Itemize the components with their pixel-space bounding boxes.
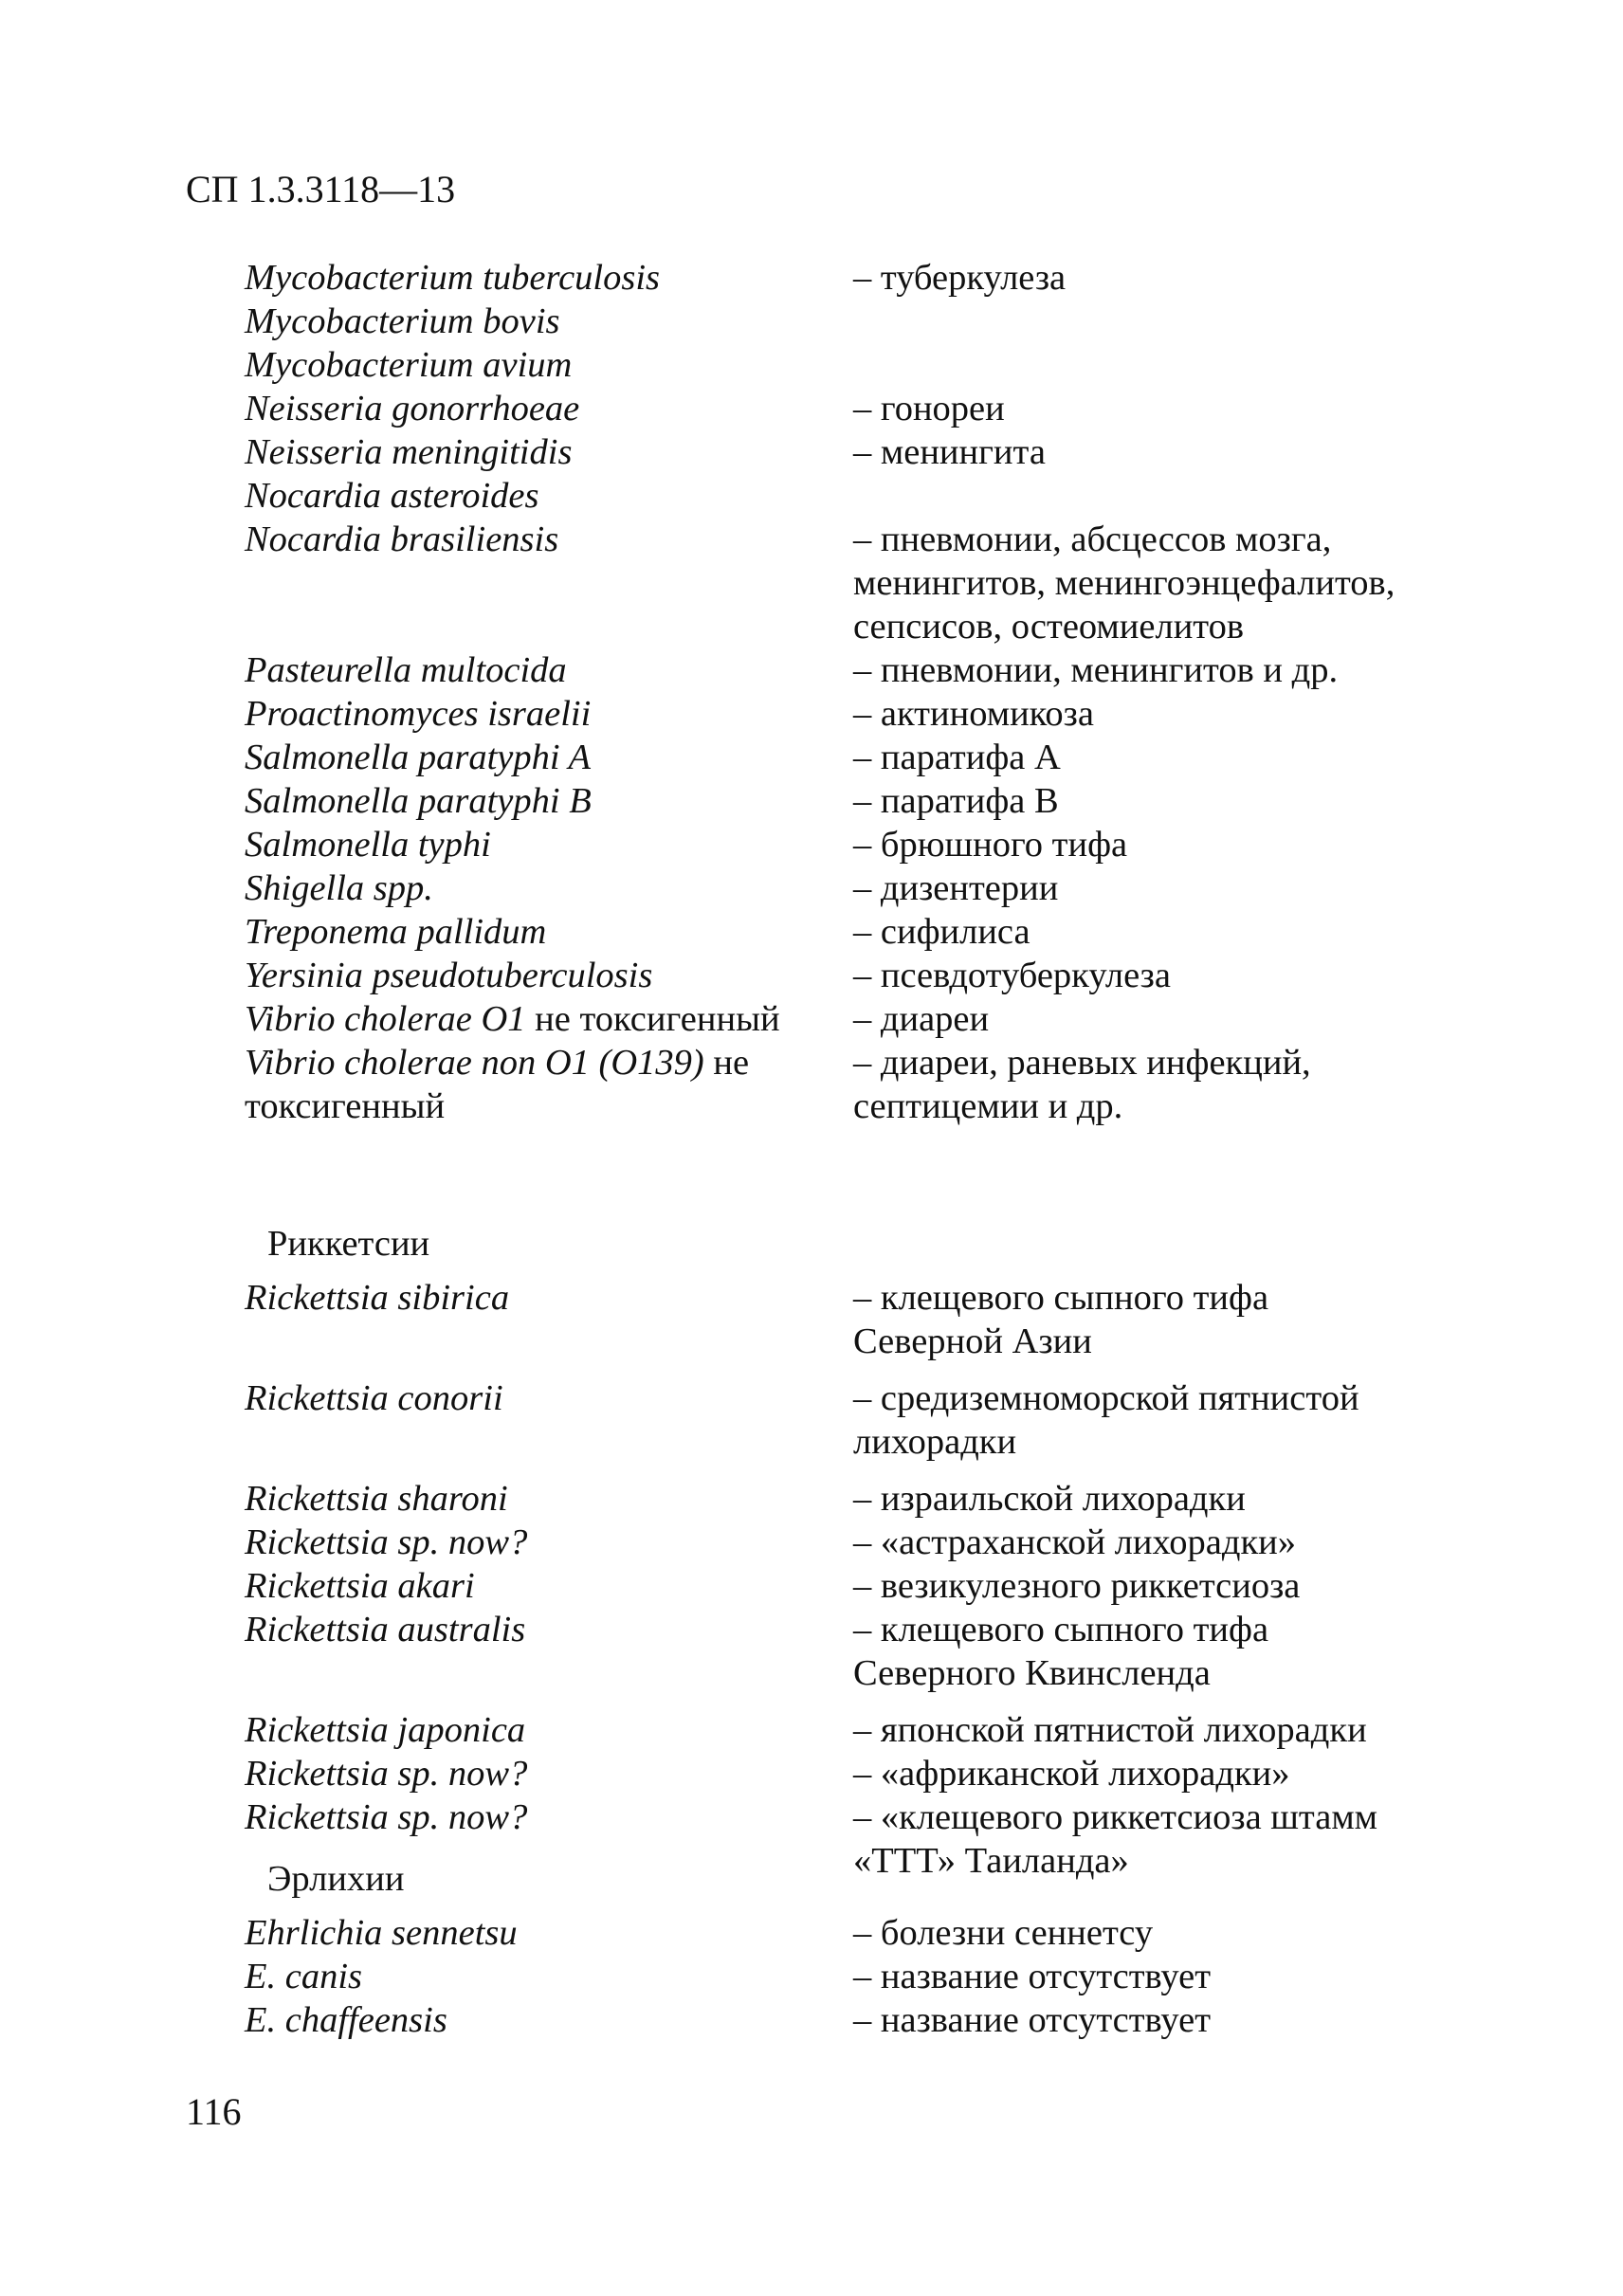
organism-cell <box>0 1608 853 1651</box>
organism-name-line <box>245 910 851 954</box>
list-item <box>0 1608 1623 1695</box>
disease-cell <box>853 866 1536 910</box>
disease-line: сепсисов, остеомиелитов <box>853 607 1245 647</box>
organism-name-line <box>245 1708 851 1752</box>
organism-name-line <box>245 518 851 561</box>
disease-cell <box>853 518 1536 648</box>
organism-name <box>245 387 851 430</box>
organism-cell <box>0 866 853 910</box>
disease-line: септицемии и др. <box>853 1086 1123 1126</box>
disease-line: Северной Азии <box>853 1321 1092 1361</box>
row-spacer <box>0 1363 1623 1376</box>
list-item <box>0 648 1623 692</box>
latin-name: Neisseria meningitidis <box>245 432 573 472</box>
organism-name-line <box>245 474 851 518</box>
organism-name <box>245 1911 851 1955</box>
organism-cell <box>0 1708 853 1752</box>
list-item <box>0 256 1623 387</box>
page-number: 116 <box>186 2090 242 2133</box>
latin-name: Nocardia asteroides <box>245 476 539 516</box>
latin-name: Mycobacterium tuberculosis <box>245 258 661 298</box>
bacteria-list <box>0 256 1623 1141</box>
name-suffix: не токсигенный <box>525 999 780 1039</box>
list-item <box>0 692 1623 736</box>
list-item <box>0 823 1623 866</box>
organism-name-line <box>245 300 851 343</box>
organism-cell <box>0 1276 853 1320</box>
disease-line: – менингита <box>853 432 1046 472</box>
latin-name: Vibrio cholerae O1 <box>245 999 526 1039</box>
disease-line: – туберкулеза <box>853 258 1067 298</box>
latin-name: Proactinomyces israelii <box>245 694 592 734</box>
disease-cell <box>853 1376 1536 1464</box>
disease-line: «ТТТ» Таиланда» <box>853 1841 1129 1881</box>
disease-cell <box>853 648 1536 692</box>
disease-line: – название отсутствует <box>853 1957 1212 1996</box>
disease-cell <box>853 954 1536 997</box>
disease-cell <box>853 1955 1536 1998</box>
disease-line: – «клещевого риккетсиоза штамм <box>853 1797 1378 1837</box>
organism-name-line <box>245 648 851 692</box>
organism-name-line <box>245 997 851 1041</box>
organism-cell <box>0 1998 853 2042</box>
latin-name: Salmonella typhi <box>245 825 491 865</box>
organism-cell <box>0 779 853 823</box>
disease-cell <box>853 256 1536 300</box>
disease-cell <box>853 1477 1536 1521</box>
latin-name: Shigella spp. <box>245 868 433 908</box>
organism-name <box>245 692 851 736</box>
list-item <box>0 1708 1623 1752</box>
disease-line: – дизентерии <box>853 868 1059 908</box>
latin-name: Rickettsia sp. now? <box>245 1797 528 1837</box>
disease-line: – клещевого сыпного тифа <box>853 1610 1269 1649</box>
ehrlichiae-section <box>0 1860 1623 2042</box>
disease-line: – паратифа В <box>853 781 1059 821</box>
organism-name <box>245 1752 851 1795</box>
organism-cell <box>0 648 853 692</box>
disease-cell <box>853 1708 1536 1752</box>
organism-name-line <box>245 954 851 997</box>
disease-line: – израильской лихорадки <box>853 1479 1246 1519</box>
organism-name <box>245 1795 851 1839</box>
organism-name <box>245 1998 851 2042</box>
list-item <box>0 1276 1623 1363</box>
list-item <box>0 387 1623 430</box>
organism-name <box>245 1376 851 1420</box>
organism-name-line <box>245 1955 851 1998</box>
disease-line: – везикулезного риккетсиоза <box>853 1566 1301 1606</box>
latin-name: E. chaffeensis <box>245 2000 447 2040</box>
organism-name <box>245 1276 851 1320</box>
disease-cell <box>853 736 1536 779</box>
organism-name <box>245 866 851 910</box>
disease-line: – название отсутствует <box>853 2000 1212 2040</box>
list-item <box>0 1477 1623 1521</box>
organism-name <box>245 648 851 692</box>
disease-cell <box>853 1564 1536 1608</box>
latin-name: Vibrio cholerae non O1 (O139) <box>245 1043 704 1083</box>
list-item <box>0 736 1623 779</box>
organism-name <box>245 910 851 954</box>
disease-line: – диареи, раневых инфекций, <box>853 1043 1311 1083</box>
latin-name: Ehrlichia sennetsu <box>245 1913 518 1953</box>
organism-cell <box>0 823 853 866</box>
organism-cell <box>0 430 853 474</box>
section-title-rickettsiae: Риккетсии <box>267 1224 430 1264</box>
organism-name-line <box>245 430 851 474</box>
organism-name-line <box>245 866 851 910</box>
name-suffix: не токсигенный <box>245 1043 750 1126</box>
list-item <box>0 997 1623 1041</box>
disease-line: лихорадки <box>853 1422 1017 1462</box>
list-item <box>0 474 1623 648</box>
organism-cell <box>0 474 853 561</box>
list-item <box>0 1376 1623 1464</box>
organism-cell <box>0 997 853 1041</box>
disease-cell <box>853 1041 1536 1128</box>
organism-name-line <box>245 1911 851 1955</box>
rickettsiae-section <box>0 1225 1623 1883</box>
organism-name-line <box>245 1521 851 1564</box>
latin-name: Rickettsia sharoni <box>245 1479 508 1519</box>
organism-name <box>245 1521 851 1564</box>
list-item <box>0 430 1623 474</box>
organism-name <box>245 1955 851 1998</box>
latin-name: Yersinia pseudotuberculosis <box>245 956 653 995</box>
organism-name-line <box>245 256 851 300</box>
latin-name: Treponema pallidum <box>245 912 547 952</box>
list-item <box>0 866 1623 910</box>
organism-name <box>245 779 851 823</box>
organism-name-line <box>245 343 851 387</box>
organism-name <box>245 954 851 997</box>
organism-name-line <box>245 736 851 779</box>
organism-cell <box>0 1477 853 1521</box>
disease-cell <box>853 692 1536 736</box>
organism-cell <box>0 1795 853 1839</box>
disease-line: – «африканской лихорадки» <box>853 1754 1290 1794</box>
list-item <box>0 1041 1623 1128</box>
latin-name: Salmonella paratyphi A <box>245 738 592 777</box>
disease-cell <box>853 1998 1536 2042</box>
organism-name <box>245 474 851 561</box>
latin-name: Nocardia brasiliensis <box>245 519 559 559</box>
list-item <box>0 1521 1623 1564</box>
list-item <box>0 1752 1623 1795</box>
row-spacer <box>0 1128 1623 1141</box>
disease-line: – псевдотуберкулеза <box>853 956 1171 995</box>
organism-cell <box>0 1376 853 1420</box>
ehrlichiae-list <box>0 1911 1623 2042</box>
list-item <box>0 910 1623 954</box>
list-item <box>0 1911 1623 1955</box>
disease-line: – пневмонии, абсцессов мозга, <box>853 519 1332 559</box>
latin-name: Mycobacterium avium <box>245 345 573 385</box>
organism-name-line <box>245 1752 851 1795</box>
organism-name-line <box>245 823 851 866</box>
disease-cell <box>853 1608 1536 1695</box>
organism-name-line <box>245 1376 851 1420</box>
organism-cell <box>0 1041 853 1128</box>
disease-cell <box>853 387 1536 430</box>
page-header: СП 1.3.3118—13 <box>186 168 456 210</box>
organism-name <box>245 256 851 387</box>
organism-name-line <box>245 1795 851 1839</box>
organism-name <box>245 823 851 866</box>
list-item <box>0 1998 1623 2042</box>
disease-line: – сифилиса <box>853 912 1030 952</box>
organism-cell <box>0 1521 853 1564</box>
organism-cell <box>0 954 853 997</box>
disease-cell <box>853 910 1536 954</box>
organism-name-line <box>245 1608 851 1651</box>
row-spacer <box>0 1695 1623 1708</box>
latin-name: E. canis <box>245 1957 363 1996</box>
disease-cell <box>853 1752 1536 1795</box>
latin-name: Salmonella paratyphi B <box>245 781 592 821</box>
disease-cell <box>853 430 1536 474</box>
disease-line: – пневмонии, менингитов и др. <box>853 650 1339 690</box>
latin-name: Rickettsia sp. now? <box>245 1522 528 1562</box>
latin-name: Neisseria gonorrhoeae <box>245 389 580 428</box>
organism-name <box>245 1564 851 1608</box>
organism-cell <box>0 1752 853 1795</box>
disease-line: – паратифа А <box>853 738 1061 777</box>
disease-cell <box>853 823 1536 866</box>
latin-name: Rickettsia akari <box>245 1566 475 1606</box>
disease-line: – болезни сеннетсу <box>853 1913 1154 1953</box>
organism-name <box>245 1708 851 1752</box>
organism-name-line <box>245 1276 851 1320</box>
disease-cell <box>853 1276 1536 1363</box>
organism-name-line <box>245 779 851 823</box>
disease-cell <box>853 1911 1536 1955</box>
organism-name-line <box>245 1477 851 1521</box>
section-title-ehrlichiae: Эрлихии <box>267 1859 405 1899</box>
organism-name-line <box>245 387 851 430</box>
latin-name: Mycobacterium bovis <box>245 301 560 341</box>
disease-line: Северного Квинсленда <box>853 1653 1211 1693</box>
disease-line: – брюшного тифа <box>853 825 1128 865</box>
disease-line: – гонореи <box>853 389 1005 428</box>
list-item <box>0 1564 1623 1608</box>
organism-cell <box>0 1911 853 1955</box>
latin-name: Rickettsia conorii <box>245 1378 503 1418</box>
organism-name-line <box>245 1564 851 1608</box>
list-item <box>0 779 1623 823</box>
latin-name: Rickettsia australis <box>245 1610 526 1649</box>
organism-cell <box>0 736 853 779</box>
organism-name <box>245 1608 851 1651</box>
organism-name-line <box>245 692 851 736</box>
organism-name <box>245 1041 851 1128</box>
disease-line: – актиномикоза <box>853 694 1094 734</box>
organism-cell <box>0 1955 853 1998</box>
disease-line: – средиземноморской пятнистой <box>853 1378 1359 1418</box>
disease-cell <box>853 1521 1536 1564</box>
latin-name: Rickettsia japonica <box>245 1710 526 1750</box>
organism-name-line <box>245 1998 851 2042</box>
disease-line: – клещевого сыпного тифа <box>853 1278 1269 1318</box>
row-spacer <box>0 1464 1623 1477</box>
organism-name <box>245 430 851 474</box>
list-item <box>0 1955 1623 1998</box>
latin-name: Rickettsia sibirica <box>245 1278 510 1318</box>
organism-name <box>245 736 851 779</box>
disease-cell <box>853 997 1536 1041</box>
organism-name <box>245 1477 851 1521</box>
latin-name: Pasteurella multocida <box>245 650 567 690</box>
organism-cell <box>0 256 853 387</box>
organism-cell <box>0 910 853 954</box>
latin-name: Rickettsia sp. now? <box>245 1754 528 1794</box>
disease-line: – «астраханской лихорадки» <box>853 1522 1297 1562</box>
organism-cell <box>0 1564 853 1608</box>
disease-line: менингитов, менингоэнцефалитов, <box>853 563 1395 603</box>
rickettsiae-list <box>0 1276 1623 1883</box>
disease-line: – диареи <box>853 999 990 1039</box>
organism-cell <box>0 692 853 736</box>
organism-name-line <box>245 1041 851 1128</box>
list-item <box>0 954 1623 997</box>
organism-name <box>245 997 851 1041</box>
organism-cell <box>0 387 853 430</box>
disease-cell <box>853 779 1536 823</box>
disease-line: – японской пятнистой лихорадки <box>853 1710 1367 1750</box>
